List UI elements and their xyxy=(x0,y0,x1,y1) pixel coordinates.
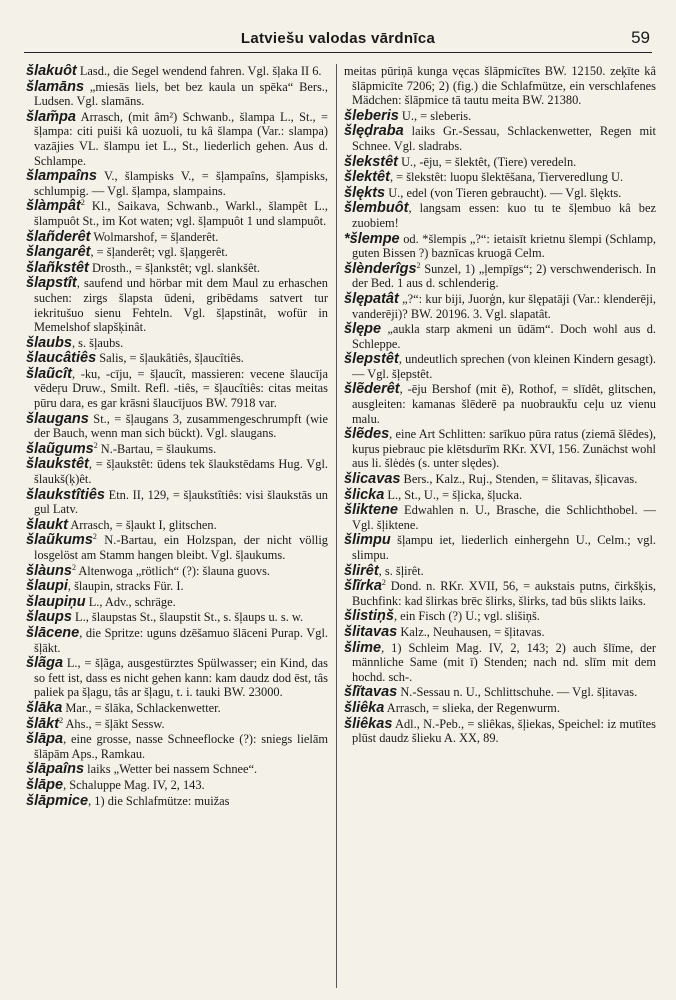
entry-definition: N.-Bartau, ein Holzspan, der nicht völlig losgelöst am Stamm hangen bleibt. Vgl. šļaukums. xyxy=(34,533,328,562)
entry-headword: šlañkstêt xyxy=(26,259,89,276)
dictionary-entry xyxy=(344,124,656,153)
entry-headword: šlistiņš xyxy=(344,608,394,625)
entry-definition: Lasd., die Segel wendend fahren. Vgl. šļaka II 6. xyxy=(76,64,322,78)
entry-definition: Bers., Kalz., Ruj., Stenden, = šlitavas, šļicavas. xyxy=(400,472,638,487)
entry-headword: šlaũgums xyxy=(26,440,94,457)
entry-headword: šlẽdes xyxy=(344,426,390,443)
entry-headword: šlaukt xyxy=(26,516,68,533)
entry-definition: St., = šļaugans 3, zusammengeschrumpft (wie der Bauch, wenn man sich bückt). Vgl. slaugans. xyxy=(34,411,328,441)
dictionary-entry xyxy=(26,230,328,245)
entry-headword: šlirêt xyxy=(344,562,379,579)
entry-headword: šlektêt xyxy=(344,169,390,186)
entry-definition: „miesās liels, bet bez kaula un spēka“ Bers., Ludsen. Vgl. slamāns. xyxy=(34,79,328,109)
entry-definition: , eine grosse, nasse Schneeflocke (?): sniegs lielām šlāpām Aps., Ramkau. xyxy=(34,732,328,761)
entry-headword: šlaups xyxy=(26,609,72,626)
entry-definition: „?“: kur biji, Juorģn, kur šlępatāji (Var.: klenderēji, vanderēji)? BW. 20196. 3. Vgl. slapatât. xyxy=(352,291,656,321)
entry-definition: Adl., N.-Peb., = sliêkas, šļiekas, Speichel: iz mutītes plūst daudz šlieku A. XX, 89. xyxy=(352,716,656,746)
entry-headword: šlāpmice xyxy=(26,792,89,809)
dictionary-entry xyxy=(26,595,328,610)
entry-headword: šlaukstêt xyxy=(26,456,89,473)
entry-headword: šlicavas xyxy=(344,471,401,488)
dictionary-entry xyxy=(344,232,656,261)
dictionary-entry xyxy=(344,322,656,351)
entry-headword: šlam̃pa xyxy=(26,108,76,125)
entry-headword: šlènderîgs xyxy=(344,260,417,277)
dictionary-entry xyxy=(344,109,656,124)
entry-headword: šlaucâtiês xyxy=(26,350,97,367)
entry-definition: Etn. II, 129, = šļaukstîtiês: visi šlaukstās un gul Latv. xyxy=(34,487,328,517)
entry-headword: šlęḍraba xyxy=(344,123,404,140)
dictionary-entry xyxy=(344,472,656,487)
entry-accent-mark: 2 xyxy=(71,562,76,572)
dictionary-entry xyxy=(344,717,656,746)
entry-accent-mark: 2 xyxy=(93,440,98,450)
entry-definition: Mar., = šlāka, Schlackenwetter. xyxy=(62,700,221,715)
entry-accent-mark: 2 xyxy=(92,532,97,542)
dictionary-entry xyxy=(26,64,328,79)
page-header xyxy=(24,28,652,53)
entry-definition: , = šļaukstêt: ūdens tek šlaukstēdams Hug. Vgl. šlaukš(ķ)êt. xyxy=(34,457,328,487)
entry-definition: Wolmarshof, = šļanderêt. xyxy=(90,229,219,244)
dictionary-entry xyxy=(26,626,328,655)
entry-headword: šlime xyxy=(344,639,382,656)
entry-definition: L., St., U., = šļicka, šļucka. xyxy=(384,487,523,502)
dictionary-entry xyxy=(26,110,328,168)
entry-definition: , 1) Schleim Mag. IV, 2, 143; 2) auch šlīme, der männliche Same (mit ī) Stenden; nach nd. slīm mit dem hochd. sch-. xyxy=(352,640,656,684)
entry-headword: šlepstêt xyxy=(344,351,399,368)
entry-definition: Arrasch, = slieka, der Regenwurm. xyxy=(384,700,560,715)
entry-definition: , s. šļaubs. xyxy=(71,335,124,350)
entry-definition: , šlaupin, stracks Für. I. xyxy=(67,579,184,594)
dictionary-entry xyxy=(344,625,656,640)
entry-headword: šliêka xyxy=(344,699,385,716)
entry-definition: L., = šļãga, ausgestürztes Spülwasser; ein Kind, das so fett ist, dass es nicht gehen kann: kam daudz dod ēst, tâs paliek pa šļagu, tâs ar šļagu, t. i. tauki BW. 23000. xyxy=(34,656,328,700)
entry-headword: šlācene xyxy=(26,624,80,641)
entry-accent-mark: 2 xyxy=(59,715,64,725)
entry-definition: laiks Gr.-Sessau, Schlackenwetter, Regen mit Schnee. Vgl. sladrabs. xyxy=(352,124,656,153)
dictionary-entry xyxy=(344,170,656,185)
entry-definition: meitas pūriņā kunga vęcas šlāpmicītes BW. 12150. zeķīte kâ šlāpmicīte 7206; 2) (fig.) die Schlafmütze, ein verschlafenes Mädchen: šlāpmice tā tautu meita BW. 21380. xyxy=(344,64,656,108)
column-divider xyxy=(336,64,337,988)
dictionary-entry xyxy=(344,352,656,381)
dictionary-entry xyxy=(344,292,656,321)
entry-definition: laiks „Wetter bei nassem Schnee“. xyxy=(84,762,258,777)
right-column xyxy=(344,64,656,994)
dictionary-entry xyxy=(344,64,656,108)
entry-definition: Drosth., = šļankstêt; vgl. slankšêt. xyxy=(88,260,261,275)
dictionary-entry xyxy=(26,778,328,793)
entry-definition: Salis, = šļaukâtiês, šļaucîtiês. xyxy=(96,351,244,366)
text-columns xyxy=(26,64,656,994)
dictionary-entry xyxy=(26,717,328,732)
dictionary-entry xyxy=(26,276,328,334)
page-number: 59 xyxy=(631,28,650,47)
entry-definition: , s. šļirêt. xyxy=(378,563,424,578)
dictionary-entry xyxy=(344,579,656,608)
dictionary-entry xyxy=(344,186,656,201)
dictionary-entry xyxy=(26,245,328,260)
entry-definition: „aukla starp akmeni un ūdām“. Doch wohl aus d. Schleppe. xyxy=(352,322,656,351)
dictionary-entry xyxy=(26,412,328,441)
entry-definition: Sunzel, 1) „ļempīgs“; 2) verschwenderisch. In der Bed. 1 aus d. schlenderig. xyxy=(352,261,656,291)
entry-headword: šlitavas xyxy=(344,623,398,640)
dictionary-entry xyxy=(26,518,328,533)
entry-definition: Arrasch, = šļaukt I, glitschen. xyxy=(67,517,217,532)
entry-definition: U., = sleberis. xyxy=(398,108,472,123)
entry-headword: šlakuôt xyxy=(26,64,77,79)
entry-headword: šlaubs xyxy=(26,334,72,351)
entry-definition: Edwahlen n. U., Brasche, die Schlichthobel. — Vgl. šļiktene. xyxy=(352,503,656,532)
dictionary-entry xyxy=(26,656,328,700)
entry-definition: , 1) die Schlafmütze: muižas xyxy=(88,793,230,808)
dictionary-entry xyxy=(26,610,328,625)
dictionary-entry xyxy=(344,488,656,503)
entry-accent-mark: 2 xyxy=(381,578,386,588)
running-title: Latviešu valodas vārdnīca xyxy=(240,30,436,47)
dictionary-entry xyxy=(26,367,328,411)
entry-headword: šlembuôt xyxy=(344,200,409,217)
dictionary-entry xyxy=(344,201,656,230)
entry-headword: šlaupi xyxy=(26,578,68,595)
dictionary-entry xyxy=(344,262,656,291)
entry-definition: Kl., Saikava, Schwanb., Warkl., šlampêt L., šlampuôt St., im Kot waten; vgl. šļampuôt 1 und slampuôt. xyxy=(34,199,328,228)
entry-definition: L., Adv., schräge. xyxy=(85,594,176,609)
entry-headword: šlàmpât xyxy=(26,198,81,215)
dictionary-entry xyxy=(26,762,328,777)
entry-definition: U., edel (von Tieren gebraucht). — Vgl. šlękts. xyxy=(385,185,622,200)
dictionary-entry xyxy=(26,488,328,517)
entry-definition: , langsam essen: kuo tu te šļembuo kâ bez zuobiem! xyxy=(352,201,656,230)
dictionary-entry xyxy=(26,533,328,562)
entry-headword: šlapstît xyxy=(26,275,77,292)
dictionary-entry xyxy=(26,336,328,351)
entry-headword: šlimpu xyxy=(344,532,391,549)
entry-headword: šleberis xyxy=(344,107,399,124)
entry-definition: U., -ēju, = šlektêt, (Tiere) veredeln. xyxy=(398,154,577,169)
entry-definition: Dond. n. RKr. XVII, 56, = aukstais putns, čirkšķis, Buchfink: kad šlirkas brēc šlirks, šlirks, tad būs slikts laiks. xyxy=(352,579,656,608)
entry-headword: šlępe xyxy=(344,321,382,338)
dictionary-entry xyxy=(26,457,328,486)
entry-headword: šlampaîns xyxy=(26,168,97,185)
entry-headword: šliktene xyxy=(344,502,398,519)
entry-headword: šlĩrka xyxy=(344,578,382,595)
entry-headword: šliêkas xyxy=(344,715,393,732)
entry-definition: V., šlampisks V., = šļampaîns, šļampisks, schlumpig. — Vgl. šļampa, slampains. xyxy=(34,169,328,198)
entry-headword: šlępatât xyxy=(344,290,399,307)
dictionary-entry xyxy=(26,169,328,198)
dictionary-entry xyxy=(344,155,656,170)
entry-accent-mark: 2 xyxy=(416,260,421,270)
entry-definition: N.-Bartau, = šlaukums. xyxy=(97,441,217,456)
entry-headword: šlāpaîns xyxy=(26,761,85,778)
entry-headword: šlāpa xyxy=(26,731,64,748)
entry-headword: šlamāns xyxy=(26,78,85,95)
entry-headword: šlāpe xyxy=(26,776,64,793)
dictionary-entry xyxy=(26,732,328,761)
entry-definition: , = šlekstêt: luopu šlektēšana, Tierveredlung U. xyxy=(389,170,624,185)
entry-definition: , undeutlich sprechen (von kleinen Kindern gesagt). — Vgl. šļepstêt. xyxy=(352,352,656,381)
dictionary-entry xyxy=(344,685,656,700)
entry-definition: , = šļanderêt; vgl. šļaņgerêt. xyxy=(90,245,228,260)
dictionary-entry xyxy=(344,641,656,685)
entry-accent-mark: 2 xyxy=(80,198,85,208)
entry-headword: šlãga xyxy=(26,655,64,672)
entry-headword: šlaũcît xyxy=(26,365,72,382)
entry-definition: , saufend und hörbar mit dem Maul zu erhaschen suchen: zirgs šlapsta ūdeni, gribēdams satvert tur iekritušuo sienu Fehteln. Vgl. šļapstinât, wofür in Memelshof slapšķinât. xyxy=(34,276,328,335)
dictionary-entry xyxy=(26,701,328,716)
dictionary-entry xyxy=(26,351,328,366)
dictionary-entry xyxy=(26,564,328,579)
entry-definition: od. *šlempis „?“: ietaisīt krietnu šlempi (Schlamp, guten Bissen ?) baznīcas kruogā Celm. xyxy=(352,231,656,261)
entry-headword: šlañderêt xyxy=(26,228,91,245)
dictionary-entry xyxy=(26,442,328,457)
entry-headword: *šlempe xyxy=(344,230,400,247)
entry-headword: šlekstêt xyxy=(344,153,399,170)
dictionary-entry xyxy=(26,80,328,109)
entry-headword: šlaukstîtiês xyxy=(26,486,105,503)
entry-definition: Altenwoga „rötlich“ (?): šlauna guovs. xyxy=(75,563,271,578)
entry-headword: šlaũkums xyxy=(26,532,93,549)
entry-definition: , -ku, -cīju, = šļaucît, massieren: vecene šlaucīja vēdeŗu Druw., Smilt. Refl. -tiês, = šļaucîtiês: citas meitas pūru dara, es gar krāsni šlaucījuos BW. 7918 var. xyxy=(34,366,328,411)
entry-definition: Kalz., Neuhausen, = šļitavas. xyxy=(397,624,545,639)
dictionary-entry xyxy=(26,794,328,809)
entry-definition: N.-Sessau n. U., Schlittschuhe. — Vgl. šļitavas. xyxy=(397,685,638,700)
entry-headword: šlaupiņu xyxy=(26,593,86,610)
entry-definition: L., šlaupstas St., šlaupstit St., s. šļaups u. s. w. xyxy=(71,610,304,625)
entry-definition: , Schaluppe Mag. IV, 2, 143. xyxy=(63,777,205,792)
entry-headword: šlicka xyxy=(344,486,385,503)
dictionary-entry xyxy=(344,609,656,624)
entry-headword: šlāka xyxy=(26,699,63,716)
entry-definition: Ahs., = šļākt Sessw. xyxy=(63,716,165,731)
entry-definition: , ein Fisch (?) U.; vgl. slišiņš. xyxy=(393,609,540,624)
entry-headword: šlẽderêt xyxy=(344,381,400,398)
dictionary-entry xyxy=(344,427,656,471)
dictionary-entry xyxy=(344,503,656,532)
dictionary-entry xyxy=(26,199,328,228)
entry-definition: , eine Art Schlitten: sarīkuo pūra ratus (ziemā šlēdes), kuŗus piebrauc pie klētsdurīm RKr. XVI, 156. Zunächst wohl aus li. šlėdės (s. unter slędes). xyxy=(352,427,656,471)
entry-headword: šlākt xyxy=(26,715,60,732)
entry-definition: , die Spritze: uguns dzēšamuo šlāceni Purap. Vgl. šļākt. xyxy=(34,625,328,655)
dictionary-entry xyxy=(26,261,328,276)
dictionary-entry xyxy=(344,701,656,716)
entry-headword: šlękts xyxy=(344,184,386,201)
dictionary-entry xyxy=(344,533,656,562)
entry-headword: šlangarêt xyxy=(26,244,91,261)
dictionary-entry xyxy=(26,579,328,594)
dictionary-entry xyxy=(344,382,656,426)
entry-headword: šlĩtavas xyxy=(344,684,398,701)
entry-definition: , -ēju Bershof (mit ẽ), Rothof, = slīdêt, glitschen, ausgleiten: kamanas šlēderē pa nuobraukt̄u ceļu uz vienu malu. xyxy=(352,382,656,426)
left-column xyxy=(26,64,328,994)
dictionary-entry xyxy=(344,564,656,579)
entry-definition: šļampu iet, liederlich einhergehn U., Celm.; vgl. slimpu. xyxy=(352,533,656,562)
entry-headword: šlàuns xyxy=(26,562,72,579)
entry-headword: šlaugans xyxy=(26,410,89,427)
entry-definition: Arrasch, (mit âm²) Schwanb., šlampa L., St., = šļampa: citi puiši kâ uozuoli, tu kâ šlampa (Var.: slampa) vazājies VL. šlampu iet L., St., liederlich gehen. Aus d. Schlampe. xyxy=(34,109,328,168)
